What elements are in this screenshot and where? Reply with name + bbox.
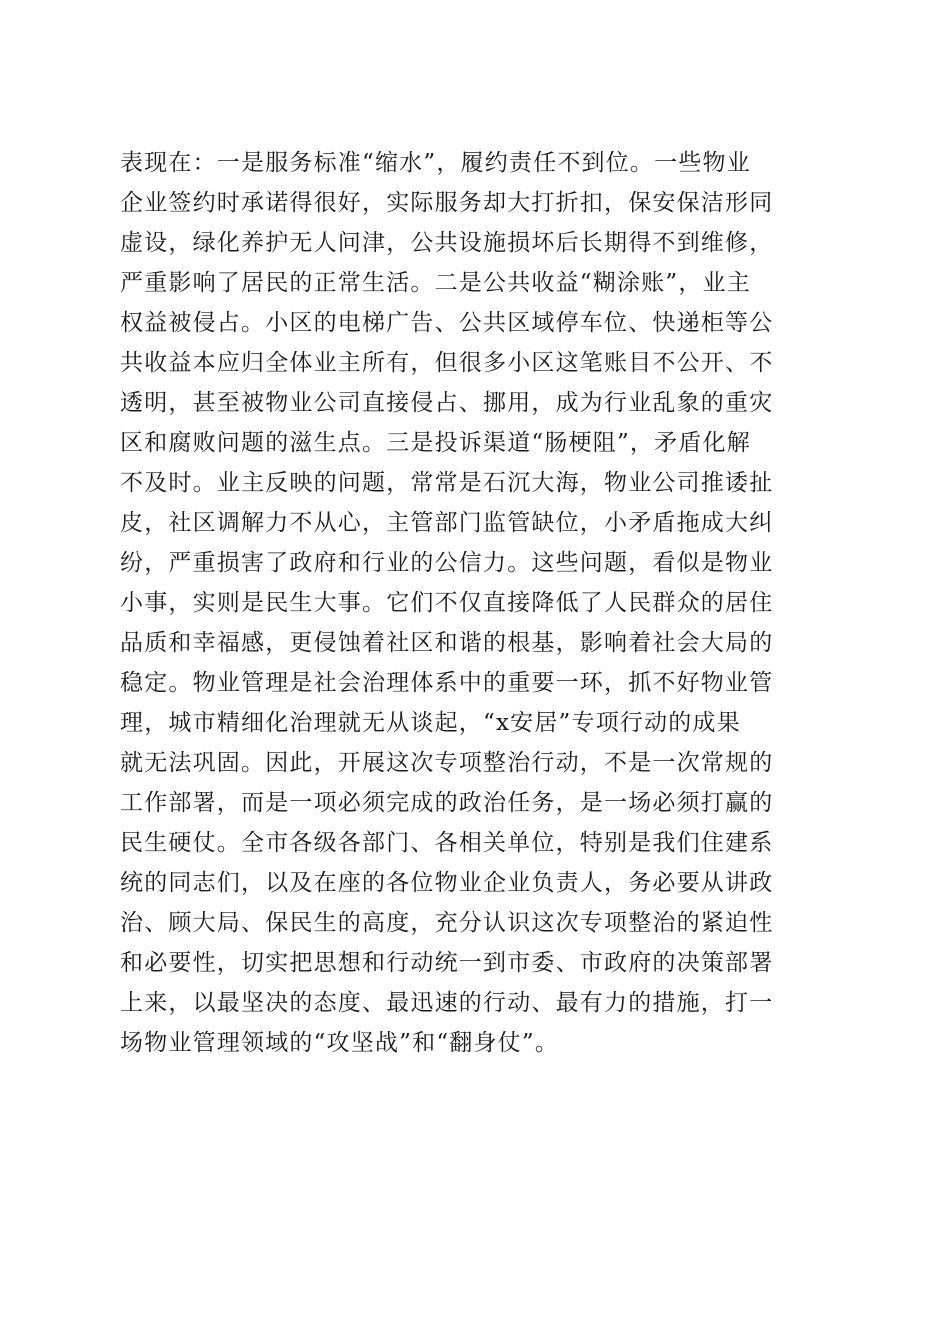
text-line: 透明，甚至被物业公司直接侵占、挪用，成为行业乱象的重灾 — [120, 390, 774, 416]
text-line: 民生硬仗。全市各级各部门、各相关单位，特别是我们住建系 — [120, 830, 774, 856]
text-line: 区和腐败问题的滋生点。三是投诉渠道“肠梗阻”，矛盾化解 — [120, 430, 751, 456]
text-line: 统的同志们，以及在座的各位物业企业负责人，务必要从讲政 — [120, 870, 774, 896]
text-line: 场物业管理领域的“攻坚战”和“翻身仗”。 — [120, 1030, 560, 1056]
text-line: 严重影响了居民的正常生活。二是公共收益“糊涂账”，业主 — [120, 270, 751, 296]
text-line: 不及时。业主反映的问题，常常是石沉大海，物业公司推诿扯 — [120, 470, 774, 496]
text-line: 企业签约时承诺得很好，实际服务却大打折扣，保安保洁形同 — [120, 190, 774, 216]
text-line: 稳定。物业管理是社会治理体系中的重要一环，抓不好物业管 — [120, 670, 774, 696]
text-line: 小事，实则是民生大事。它们不仅直接降低了人民群众的居住 — [120, 590, 774, 616]
text-line: 皮，社区调解力不从心，主管部门监管缺位，小矛盾拖成大纠 — [120, 510, 774, 536]
text-line: 共收益本应归全体业主所有，但很多小区这笔账目不公开、不 — [120, 350, 774, 376]
text-line: 上来，以最坚决的态度、最迅速的行动、最有力的措施，打一 — [120, 990, 774, 1016]
text-line: 理，城市精细化治理就无从谈起，“x安居”专项行动的成果 — [120, 710, 741, 736]
text-line: 表现在：一是服务标准“缩水”，履约责任不到位。一些物业 — [120, 150, 751, 176]
text-line: 和必要性，切实把思想和行动统一到市委、市政府的决策部署 — [120, 950, 774, 976]
text-line: 品质和幸福感，更侵蚀着社区和谐的根基，影响着社会大局的 — [120, 630, 774, 656]
text-line: 纷，严重损害了政府和行业的公信力。这些问题，看似是物业 — [120, 550, 774, 576]
text-line: 就无法巩固。因此，开展这次专项整治行动，不是一次常规的 — [120, 750, 774, 776]
text-line: 治、顾大局、保民生的高度，充分认识这次专项整治的紧迫性 — [120, 910, 774, 936]
body-paragraph — [120, 143, 830, 1063]
text-line: 虚设，绿化养护无人问津，公共设施损坏后长期得不到维修， — [120, 230, 774, 256]
text-line: 权益被侵占。小区的电梯广告、公共区域停车位、快递柜等公 — [120, 310, 774, 336]
text-line: 工作部署，而是一项必须完成的政治任务，是一场必须打赢的 — [120, 790, 774, 816]
